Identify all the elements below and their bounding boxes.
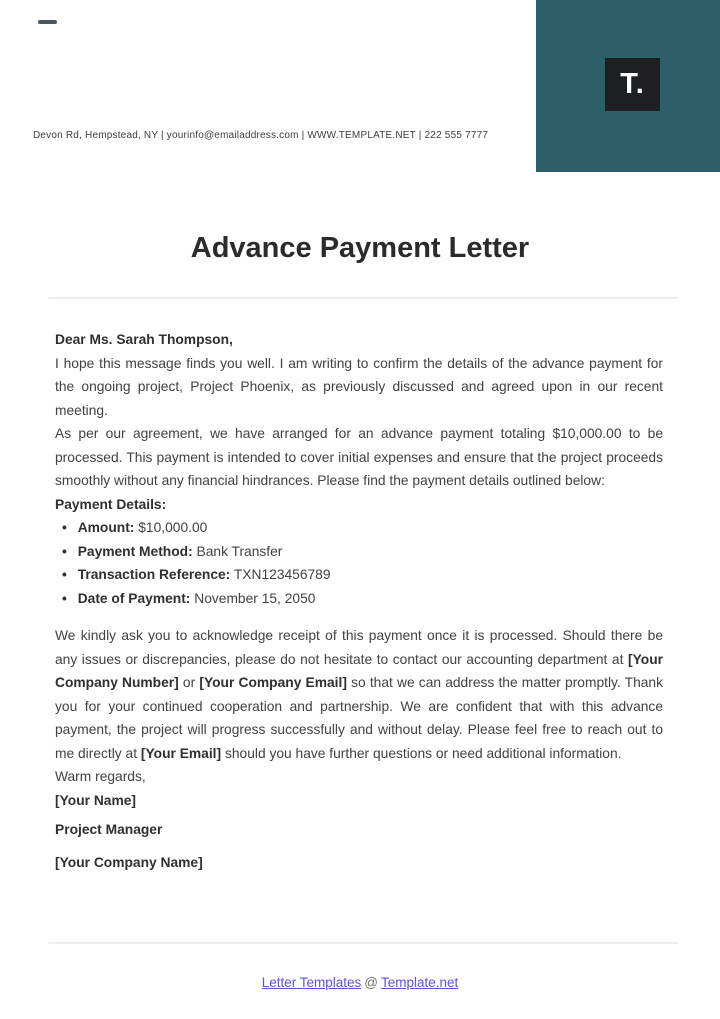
salutation: Dear Ms. Sarah Thompson,: [55, 332, 233, 347]
header-dash: [38, 20, 57, 24]
detail-label: Date of Payment:: [77, 590, 191, 606]
list-item: [62, 563, 663, 587]
company-number-placeholder: [Your Company Number]: [55, 651, 663, 691]
detail-label: Transaction Reference:: [77, 567, 231, 583]
letterhead-contact-line: Devon Rd, Hempstead, NY | yourinfo@emailaddress.com | WWW.TEMPLATE.NET | 222 555 7777: [33, 130, 489, 141]
detail-label: Amount:: [77, 520, 135, 535]
signature-company: [Your Company Name]: [55, 854, 203, 870]
footer-attribution: [0, 975, 720, 990]
signature-name: [Your Name]: [55, 792, 137, 808]
footer-divider: [48, 942, 678, 944]
payment-details-heading: Payment Details:: [55, 496, 167, 512]
paragraph-2: As per our agreement, we have arranged for an advance payment totaling $10,000.00 to be processed. This payment is intended to cover initial expenses and ensure that the project proceeds smoothly without any financial hindrances. Please find the payment details outlined below:: [55, 426, 663, 488]
company-email-placeholder: [Your Company Email]: [199, 675, 347, 691]
detail-value: Bank Transfer: [196, 543, 283, 559]
template-net-link[interactable]: Template.net: [380, 975, 459, 990]
paragraph-1: I hope this message finds you well. I am writing to confirm the details of the advance payment for the ongoing project, Project Phoenix, as previously discussed and agreed upon in our recent meeting.: [55, 355, 663, 418]
footer-separator: @: [364, 975, 378, 990]
list-item: [62, 540, 663, 564]
closing-run: so that we can address the matter promptly. Thank you for your continued cooperation and partnership. We are confident that with this advance payment, the project will progress successfully and without delay. Please feel free to reach out to me directly at: [55, 675, 664, 761]
template-net-logo: [605, 58, 660, 111]
page-title: Advance Payment Letter: [190, 232, 530, 264]
title-divider: [48, 297, 678, 299]
detail-value: $10,000.00: [138, 520, 208, 535]
closing-run: or: [178, 675, 200, 691]
payment-details-list: [55, 516, 663, 610]
closing-paragraph: [55, 624, 663, 765]
your-email-placeholder: [Your Email]: [140, 745, 222, 761]
brand-color-block: [536, 0, 720, 172]
signature-title: Project Manager: [55, 822, 163, 838]
closing-run: We kindly ask you to acknowledge receipt of this payment once it is processed. Should there be any issues or discrepancies, please do not hesitate to contact our accounting department at: [55, 628, 663, 667]
sign-off: Warm regards,: [55, 769, 146, 785]
list-item: [62, 587, 663, 611]
letter-body: [55, 328, 663, 874]
list-item: [62, 516, 663, 540]
logo-letter: T.: [620, 68, 645, 100]
closing-run: should you have further questions or need additional information.: [221, 745, 622, 761]
detail-value: November 15, 2050: [194, 590, 316, 606]
detail-value: TXN123456789: [233, 567, 331, 583]
letter-templates-link[interactable]: Letter Templates: [261, 975, 362, 990]
detail-label: Payment Method:: [77, 543, 193, 559]
